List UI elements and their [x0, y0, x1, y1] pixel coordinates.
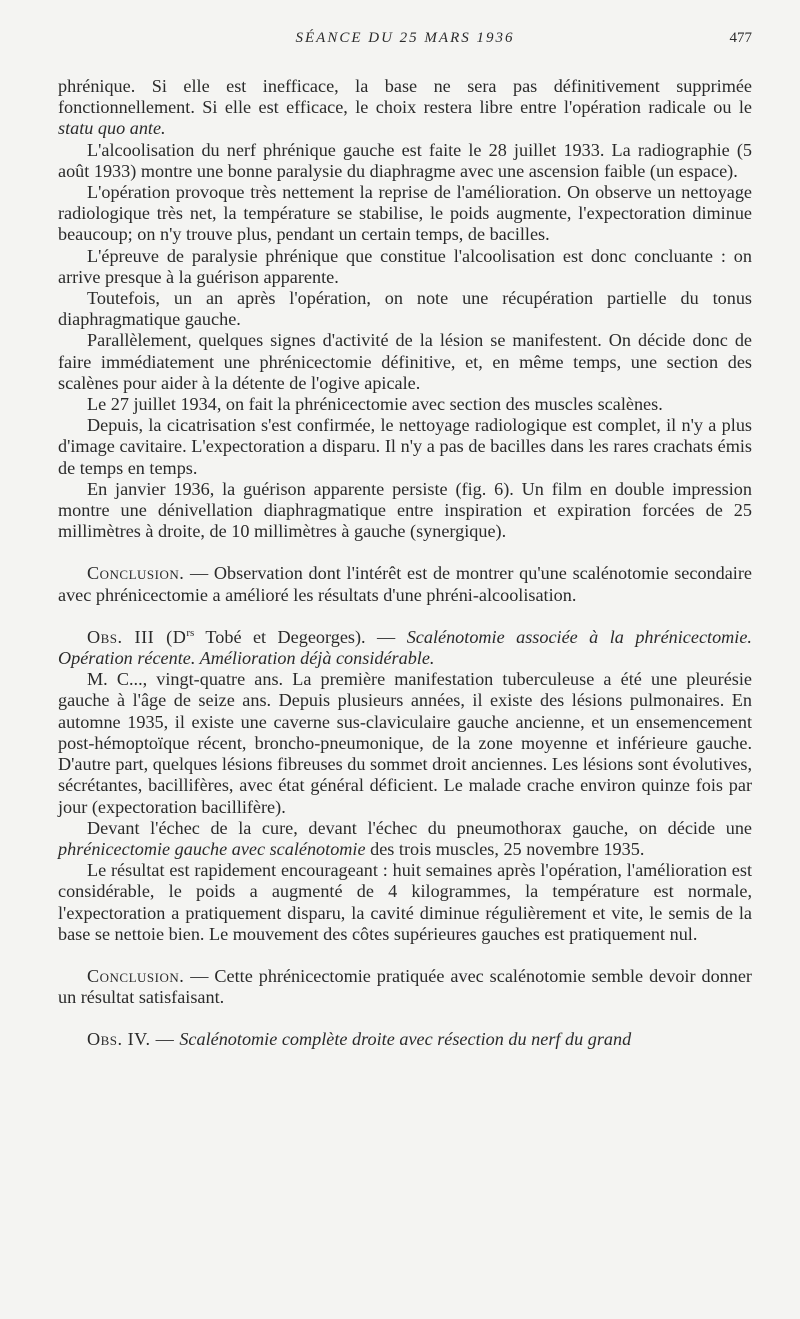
body-text	[58, 76, 752, 1051]
conclusion-paragraph: Conclusion. — Observation dont l'intérêt est de montrer qu'une scalénotomie secondaire avec phrénicectomie a amélioré les résultats d'une phréni-alcoolisation.	[58, 563, 752, 605]
observation-heading: Obs. IV. — Scalénotomie complète droite avec résection du nerf du grand	[87, 1029, 632, 1050]
paragraph: Devant l'échec de la cure, devant l'échec du pneumothorax gauche, on décide une phrénicectomie gauche avec scalénotomie des trois muscles, 25 novembre 1935.	[58, 817, 752, 859]
paragraph: Depuis, la cicatrisation s'est confirmée, le nettoyage radiologique est complet, il n'y a plus d'image cavitaire. L'expectoration a disparu. Il n'y a pas de bacilles dans les rares crachats émis de temps en temps.	[58, 415, 752, 478]
observation-heading: Obs. III ($D^{rs}$ Tobé et Degeorges). — Scalénotomie associée à la phrénicectomie. Opération récente. Amélioration déjà considérable.	[58, 626, 752, 669]
paragraph: Le 27 juillet 1934, on fait la phrénicectomie avec section des muscles scalènes.	[87, 394, 663, 415]
conclusion-label: Conclusion.	[87, 965, 185, 986]
paragraph: Toutefois, un an après l'opération, on note une récupération partielle du tonus diaphragmatique gauche.	[58, 288, 752, 330]
page-header	[58, 30, 752, 54]
observation-title: Scalénotomie complète droite avec résection du nerf du grand	[179, 1029, 632, 1050]
paragraph: phrénique. Si elle est inefficace, la base ne sera pas définitivement supprimée fonctionnellement. Si elle est efficace, le choix restera libre entre l'opération radicale ou le statu quo ante.	[58, 76, 752, 139]
conclusion-paragraph: Conclusion. — Cette phrénicectomie pratiquée avec scalénotomie semble devoir donner un résultat satisfaisant.	[58, 965, 752, 1008]
running-title: SÉANCE DU 25 MARS 1936	[295, 30, 515, 46]
paragraph: L'opération provoque très nettement la reprise de l'amélioration. On observe un nettoyage radiologique très net, la température se stabilise, le poids augmente, l'expectoration diminue beaucoup; on n'y trouve plus, pendant un certain temps, de bacilles.	[58, 182, 752, 245]
paragraph: Le résultat est rapidement encourageant : huit semaines après l'opération, l'amélioration est considérable, le poids a augmenté de 4 kilogrammes, la température est normale, l'expectoration a pratiquement disparu, la cavité diminue régulièrement et vite, le semis de la base se nettoie bien. Le mouvement des côtes supérieures gauches est pratiquement nul.	[58, 860, 752, 944]
observation-title: Scalénotomie associée à la phrénicectomie. Opération récente. Amélioration déjà considérable.	[58, 626, 752, 669]
paragraph: L'alcoolisation du nerf phrénique gauche est faite le 28 juillet 1933. La radiographie (5 août 1933) montre une bonne paralysie du diaphragme avec une ascension faible (un espace).	[58, 139, 752, 181]
paragraph: M. C..., vingt-quatre ans. La première manifestation tuberculeuse a été une pleurésie gauche à l'âge de seize ans. Depuis plusieurs années, il existe des lésions pulmonaires. En automne 1935, il existe une caverne sus-claviculaire gauche ancienne, et un ensemencement post-hémoptoïque récent, broncho-pneumonique, de la zone moyenne et inférieure gauche. D'autre part, quelques lésions fibreuses du sommet droit anciennes. Les lésions sont évolutives, sécrétantes, bacillifères, avec état général déficient. Le malade crache environ quinze fois par jour (expectoration bacillifère).	[58, 669, 752, 817]
paragraph: Parallèlement, quelques signes d'activité de la lésion se manifestent. On décide donc de faire immédiatement une phrénicectomie définitive, et, en même temps, une section des scalènes pour aider à la détente de l'ogive apicale.	[58, 330, 752, 393]
paragraph: En janvier 1936, la guérison apparente persiste (fig. 6). Un film en double impression montre une dénivellation diaphragmatique entre inspiration et expiration forcées de 25 millimètres à droite, de 10 millimètres à gauche (synergique).	[58, 478, 752, 542]
page-number: 477	[729, 30, 752, 46]
paragraph: L'épreuve de paralysie phrénique que constitue l'alcoolisation est donc concluante : on arrive presque à la guérison apparente.	[58, 245, 752, 287]
conclusion-label: Conclusion.	[87, 563, 185, 584]
